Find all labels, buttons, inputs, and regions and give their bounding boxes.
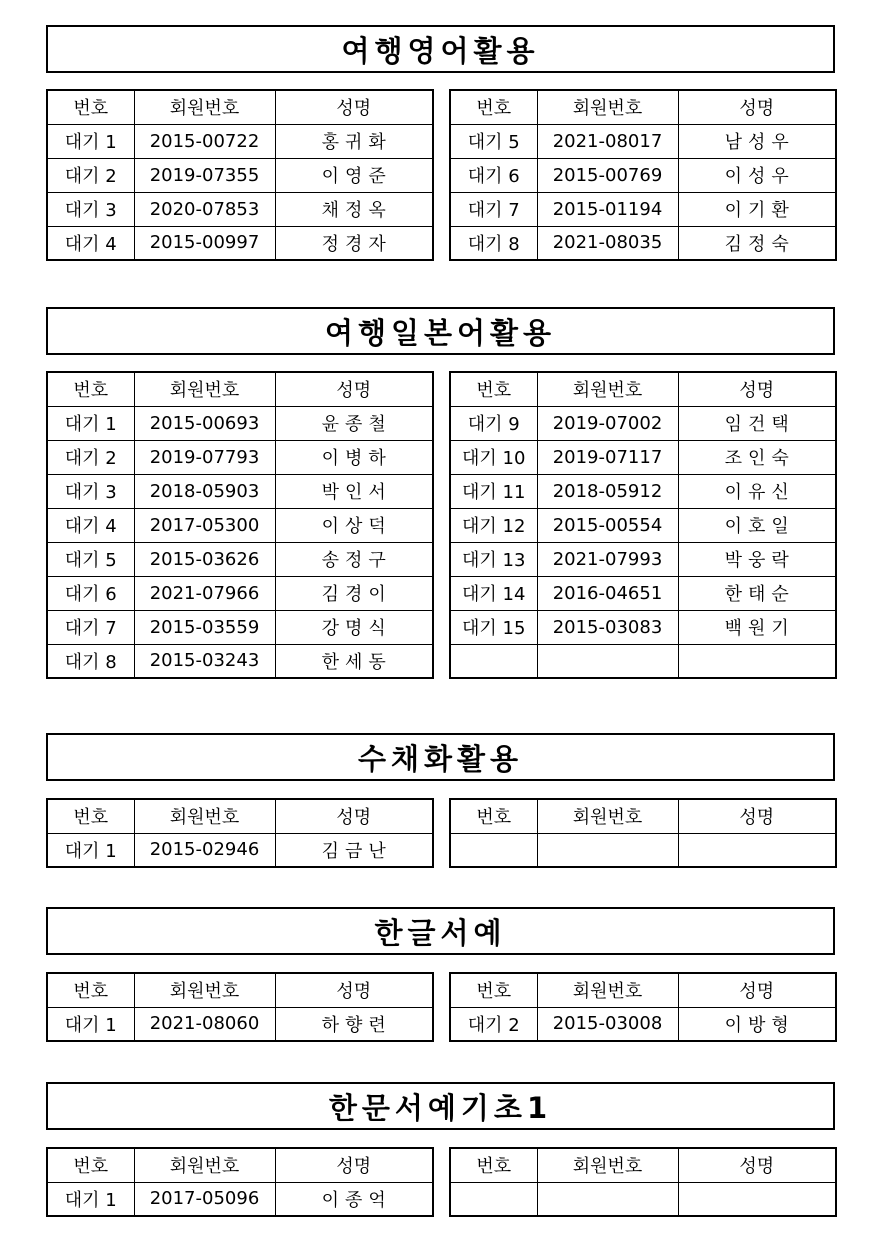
cell-name: 이방형 [678, 1007, 836, 1041]
cell-member-no: 2017-05300 [134, 508, 275, 542]
table-header-row [47, 1148, 433, 1182]
header-name: 성명 [275, 799, 433, 833]
header-no: 번호 [450, 90, 537, 124]
table-row [47, 508, 433, 542]
table-row [47, 124, 433, 158]
cell-name: 이상덕 [275, 508, 433, 542]
cell-name: 김금난 [275, 833, 433, 867]
cell-member-no: 2020-07853 [134, 192, 275, 226]
header-no: 번호 [450, 372, 537, 406]
cell-name: 하향련 [275, 1007, 433, 1041]
table-row [450, 158, 836, 192]
header-name: 성명 [275, 90, 433, 124]
cell-no: 대기 1 [47, 406, 134, 440]
cell-name: 송정구 [275, 542, 433, 576]
cell-name: 한태순 [678, 576, 836, 610]
table-row [47, 833, 433, 867]
table-row [450, 440, 836, 474]
header-member-no: 회원번호 [134, 799, 275, 833]
cell-name: 이성우 [678, 158, 836, 192]
waitlist-table-watercolor-right [449, 798, 837, 868]
cell-no: 대기 9 [450, 406, 537, 440]
table-row [47, 192, 433, 226]
section-title-hangul-calligraphy: 한글서예 [46, 907, 835, 955]
table-row [47, 226, 433, 260]
cell-name: 정경자 [275, 226, 433, 260]
header-name: 성명 [678, 973, 836, 1007]
header-member-no: 회원번호 [537, 973, 678, 1007]
cell-no: 대기 7 [450, 192, 537, 226]
table-row [47, 542, 433, 576]
table-row [47, 610, 433, 644]
table-row [450, 226, 836, 260]
waitlist-table-hangul-calligraphy-right [449, 972, 837, 1042]
cell-name: 박인서 [275, 474, 433, 508]
cell-no: 대기 2 [47, 158, 134, 192]
header-member-no: 회원번호 [537, 372, 678, 406]
cell-name: 한세동 [275, 644, 433, 678]
table-header-row [47, 799, 433, 833]
waitlist-table-travel-english-right [449, 89, 837, 261]
cell-name: 남성우 [678, 124, 836, 158]
table-header-row [47, 90, 433, 124]
table-header-row [450, 90, 836, 124]
table-row [450, 1182, 836, 1216]
cell-member-no: 2021-08060 [134, 1007, 275, 1041]
cell-no: 대기 7 [47, 610, 134, 644]
cell-member-no: 2015-03243 [134, 644, 275, 678]
header-member-no: 회원번호 [537, 1148, 678, 1182]
table-row [47, 644, 433, 678]
header-member-no: 회원번호 [134, 1148, 275, 1182]
table-row [450, 192, 836, 226]
header-member-no: 회원번호 [134, 973, 275, 1007]
header-name: 성명 [678, 372, 836, 406]
cell-member-no: 2019-07793 [134, 440, 275, 474]
cell-name: 이기환 [678, 192, 836, 226]
cell-member-no: 2015-00554 [537, 508, 678, 542]
cell-no: 대기 11 [450, 474, 537, 508]
section-title-travel-english: 여행영어활용 [46, 25, 835, 73]
header-member-no: 회원번호 [537, 799, 678, 833]
cell-member-no: 2021-07993 [537, 542, 678, 576]
cell-member-no: 2015-03008 [537, 1007, 678, 1041]
waitlist-table-travel-japanese-right [449, 371, 837, 679]
cell-name: 강명식 [275, 610, 433, 644]
header-no: 번호 [450, 1148, 537, 1182]
cell-member-no: 2015-00997 [134, 226, 275, 260]
cell-no: 대기 13 [450, 542, 537, 576]
cell-no: 대기 8 [450, 226, 537, 260]
cell-member-no: 2016-04651 [537, 576, 678, 610]
table-row [47, 406, 433, 440]
cell-name [678, 644, 836, 678]
cell-member-no: 2018-05912 [537, 474, 678, 508]
cell-no: 대기 3 [47, 192, 134, 226]
cell-no: 대기 15 [450, 610, 537, 644]
cell-member-no [537, 1182, 678, 1216]
table-row [47, 440, 433, 474]
cell-name: 김정숙 [678, 226, 836, 260]
waitlist-table-watercolor-left [46, 798, 434, 868]
cell-no: 대기 14 [450, 576, 537, 610]
header-no: 번호 [47, 1148, 134, 1182]
table-row [450, 474, 836, 508]
cell-no [450, 644, 537, 678]
cell-name: 임건택 [678, 406, 836, 440]
cell-member-no: 2021-08017 [537, 124, 678, 158]
table-row [47, 158, 433, 192]
cell-member-no: 2021-07966 [134, 576, 275, 610]
cell-name: 이영준 [275, 158, 433, 192]
cell-name: 이병하 [275, 440, 433, 474]
cell-no: 대기 6 [450, 158, 537, 192]
table-row [450, 124, 836, 158]
header-name: 성명 [678, 1148, 836, 1182]
cell-name: 이호일 [678, 508, 836, 542]
table-row [450, 610, 836, 644]
cell-no: 대기 5 [450, 124, 537, 158]
table-row [450, 576, 836, 610]
waitlist-table-travel-english-left [46, 89, 434, 261]
header-name: 성명 [678, 799, 836, 833]
header-no: 번호 [47, 372, 134, 406]
cell-no [450, 1182, 537, 1216]
header-no: 번호 [450, 799, 537, 833]
cell-name: 이유신 [678, 474, 836, 508]
cell-no: 대기 1 [47, 1007, 134, 1041]
table-row [450, 542, 836, 576]
cell-member-no: 2021-08035 [537, 226, 678, 260]
header-no: 번호 [450, 973, 537, 1007]
table-row [450, 406, 836, 440]
cell-name [678, 833, 836, 867]
table-header-row [47, 372, 433, 406]
cell-no: 대기 4 [47, 226, 134, 260]
cell-no: 대기 1 [47, 124, 134, 158]
header-member-no: 회원번호 [537, 90, 678, 124]
cell-member-no: 2017-05096 [134, 1182, 275, 1216]
cell-no: 대기 2 [450, 1007, 537, 1041]
header-no: 번호 [47, 973, 134, 1007]
cell-no: 대기 2 [47, 440, 134, 474]
cell-name: 이종억 [275, 1182, 433, 1216]
section-title-watercolor: 수채화활용 [46, 733, 835, 781]
cell-name: 박웅락 [678, 542, 836, 576]
header-name: 성명 [275, 372, 433, 406]
waitlist-table-hanja-calligraphy-left [46, 1147, 434, 1217]
cell-name: 홍귀화 [275, 124, 433, 158]
cell-member-no [537, 644, 678, 678]
cell-no: 대기 1 [47, 833, 134, 867]
cell-no: 대기 8 [47, 644, 134, 678]
table-header-row [450, 973, 836, 1007]
cell-member-no: 2019-07117 [537, 440, 678, 474]
cell-member-no: 2015-02946 [134, 833, 275, 867]
cell-member-no: 2015-00769 [537, 158, 678, 192]
cell-name: 김경이 [275, 576, 433, 610]
table-header-row [450, 799, 836, 833]
cell-name: 윤종철 [275, 406, 433, 440]
cell-no: 대기 3 [47, 474, 134, 508]
section-title-hanja-calligraphy-basic: 한문서예기초1 [46, 1082, 835, 1130]
table-row [450, 833, 836, 867]
header-no: 번호 [47, 90, 134, 124]
cell-no: 대기 5 [47, 542, 134, 576]
table-row [47, 576, 433, 610]
waitlist-table-travel-japanese-left [46, 371, 434, 679]
table-row [450, 508, 836, 542]
cell-member-no: 2015-01194 [537, 192, 678, 226]
cell-name [678, 1182, 836, 1216]
cell-no [450, 833, 537, 867]
table-row [47, 1007, 433, 1041]
waitlist-table-hangul-calligraphy-left [46, 972, 434, 1042]
cell-name: 백원기 [678, 610, 836, 644]
table-header-row [450, 1148, 836, 1182]
cell-member-no: 2019-07355 [134, 158, 275, 192]
table-header-row [450, 372, 836, 406]
cell-member-no: 2015-03626 [134, 542, 275, 576]
header-name: 성명 [275, 1148, 433, 1182]
waitlist-table-hanja-calligraphy-right [449, 1147, 837, 1217]
cell-member-no: 2015-00693 [134, 406, 275, 440]
table-header-row [47, 973, 433, 1007]
cell-no: 대기 1 [47, 1182, 134, 1216]
cell-no: 대기 6 [47, 576, 134, 610]
cell-member-no [537, 833, 678, 867]
header-member-no: 회원번호 [134, 372, 275, 406]
cell-member-no: 2015-00722 [134, 124, 275, 158]
header-member-no: 회원번호 [134, 90, 275, 124]
cell-member-no: 2019-07002 [537, 406, 678, 440]
section-title-travel-japanese: 여행일본어활용 [46, 307, 835, 355]
cell-no: 대기 12 [450, 508, 537, 542]
cell-no: 대기 10 [450, 440, 537, 474]
table-row [47, 1182, 433, 1216]
cell-name: 조인숙 [678, 440, 836, 474]
cell-member-no: 2015-03559 [134, 610, 275, 644]
header-name: 성명 [275, 973, 433, 1007]
table-row [450, 1007, 836, 1041]
table-row [47, 474, 433, 508]
cell-no: 대기 4 [47, 508, 134, 542]
cell-name: 채정옥 [275, 192, 433, 226]
table-row [450, 644, 836, 678]
header-no: 번호 [47, 799, 134, 833]
cell-member-no: 2018-05903 [134, 474, 275, 508]
cell-member-no: 2015-03083 [537, 610, 678, 644]
header-name: 성명 [678, 90, 836, 124]
